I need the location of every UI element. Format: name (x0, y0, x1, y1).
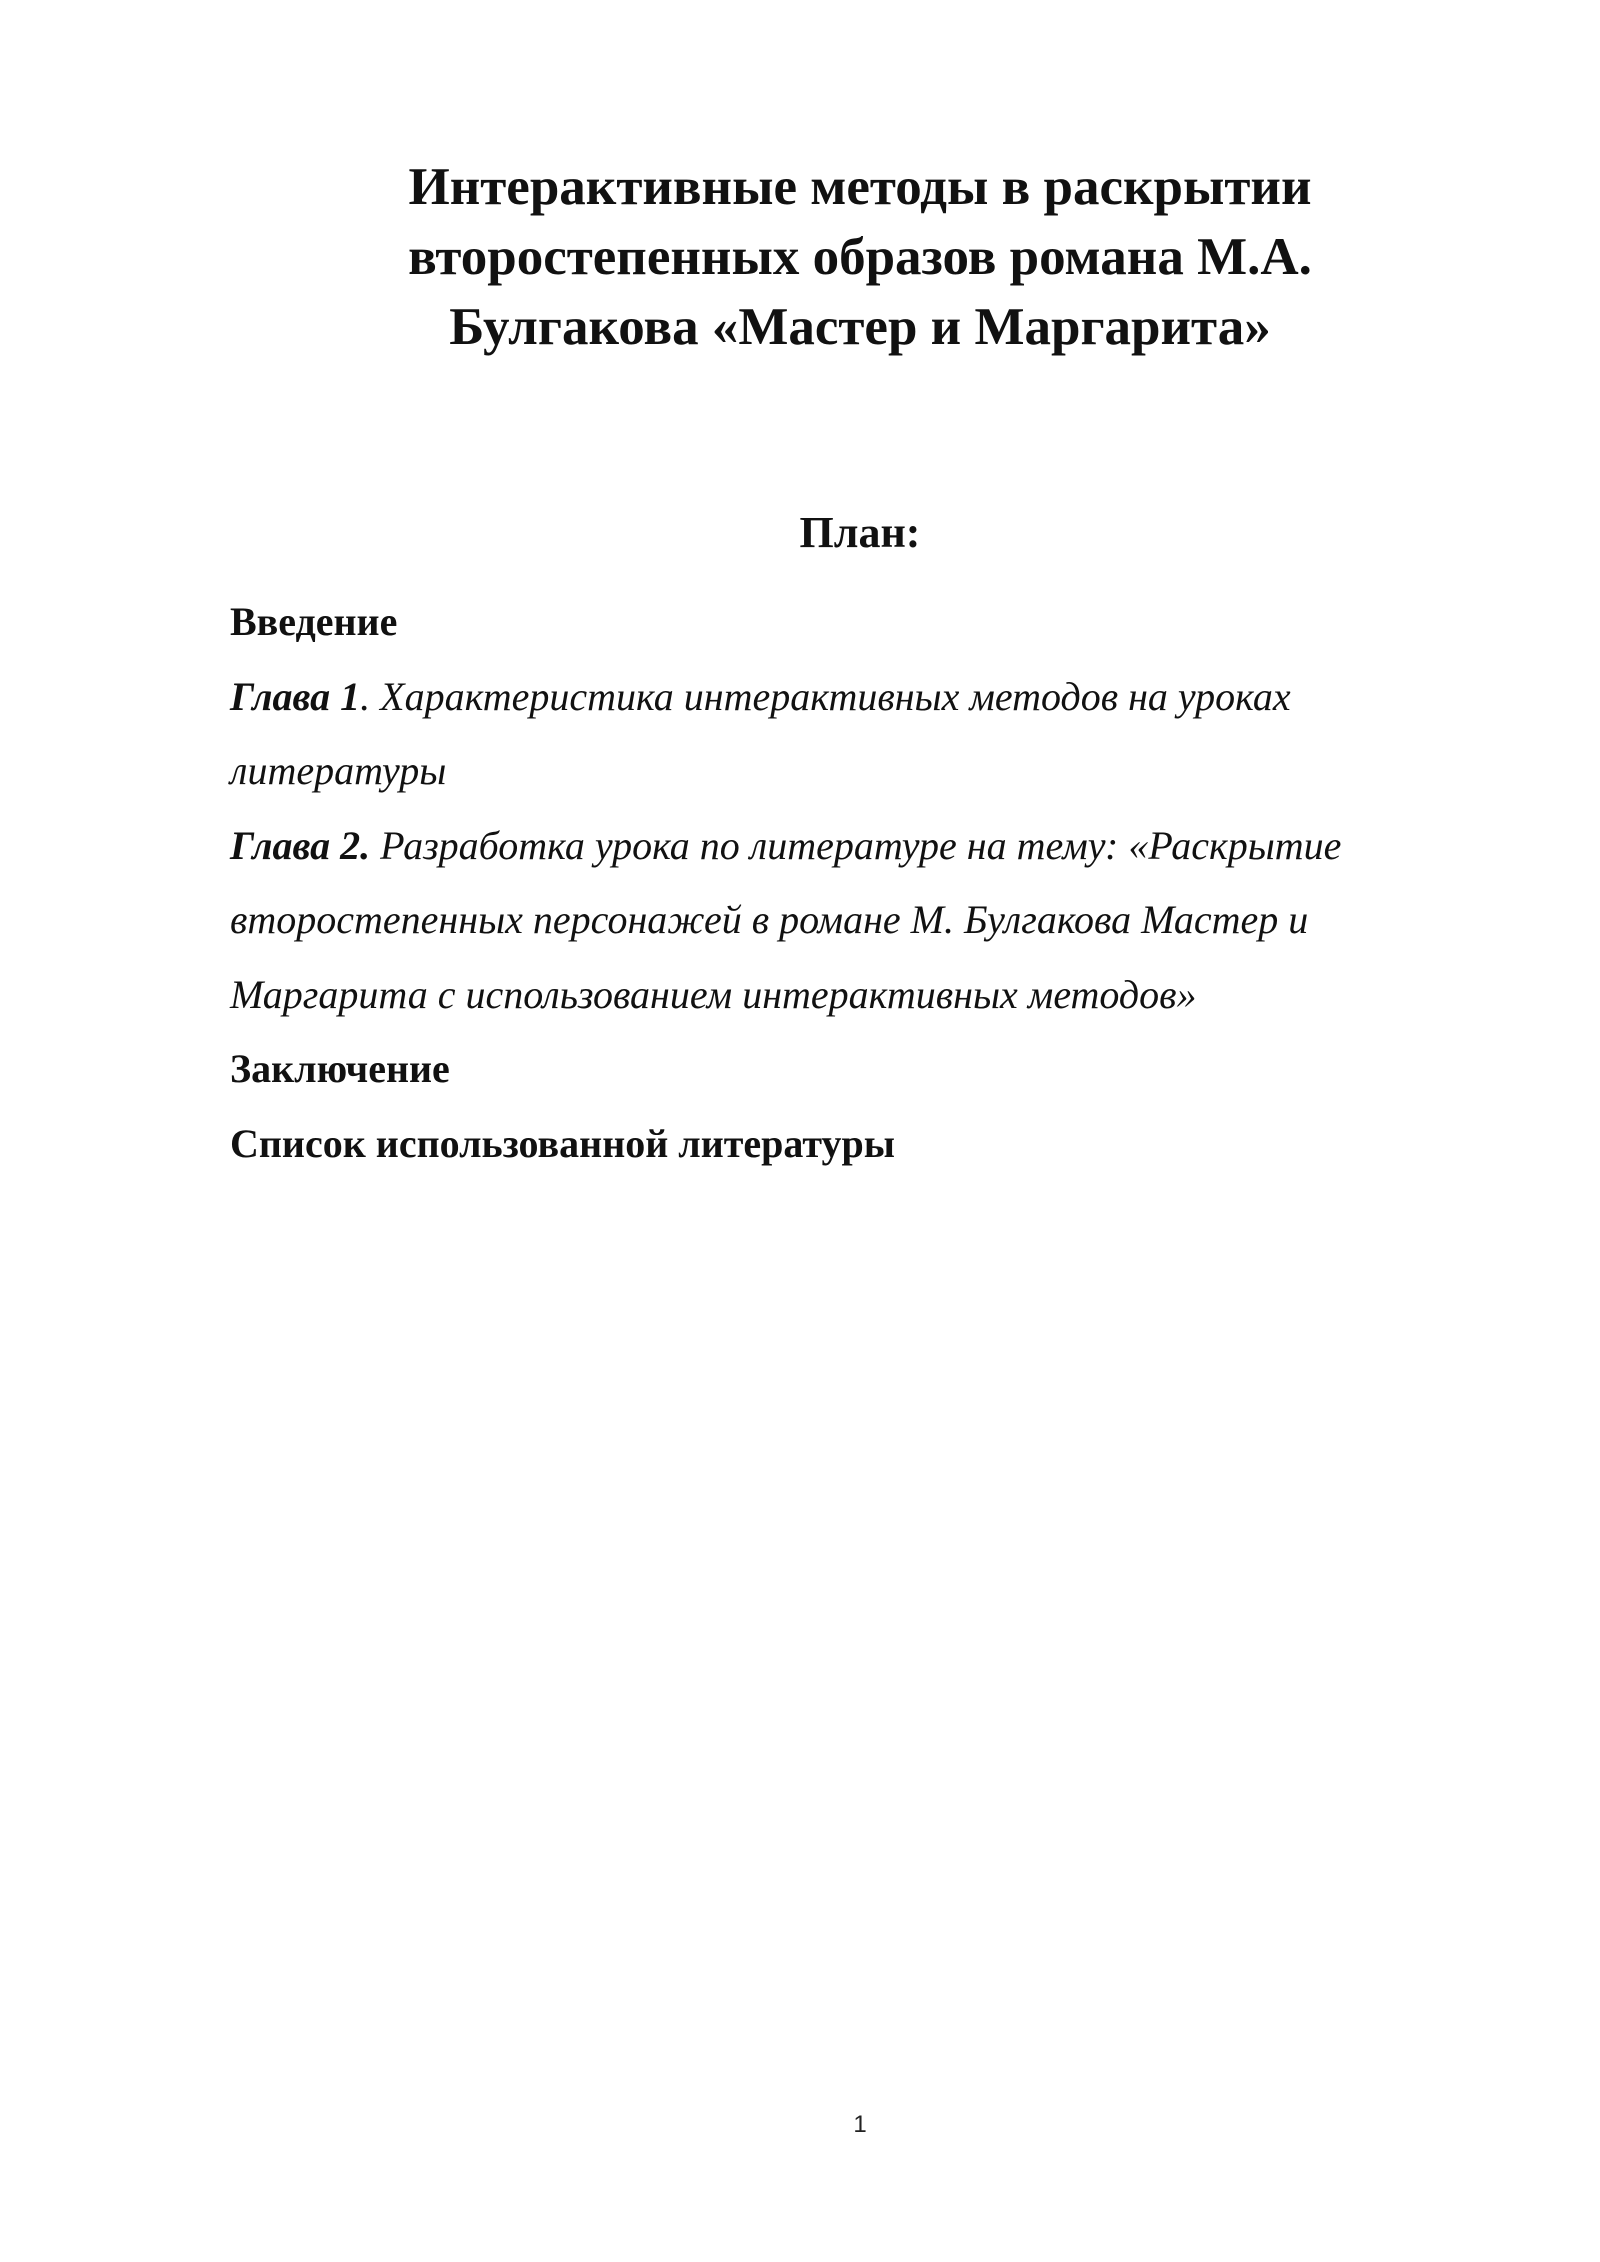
plan-heading: План: (799, 508, 921, 557)
page-number: 1 (853, 2111, 867, 2138)
toc-item-conclusion: Заключение (230, 1046, 450, 1091)
title-line-2: второстепенных образов романа М.А. (408, 228, 1312, 286)
toc-item-chapter-2 (230, 809, 1470, 884)
chapter-2-label: Глава 2. (230, 822, 371, 868)
chapter-1-title-part-2: литературы (230, 748, 447, 793)
chapter-2-title-part-3: Маргарита с использованием интерактивных методов» (230, 971, 1197, 1017)
toc-item-bibliography: Список использованной литературы (230, 1120, 895, 1166)
chapter-1-title-part-1: . Характеристика интерактивных методов на уроках (360, 673, 1291, 719)
title-line-3: Булгакова «Мастер и Маргарита» (449, 298, 1271, 356)
chapter-2-title-part-2: второстепенных персонажей в романе М. Булгакова Мастер и (230, 897, 1309, 942)
toc-item-chapter-1 (230, 660, 1470, 735)
document-title (330, 152, 1390, 362)
chapter-1-label: Глава 1 (230, 673, 361, 719)
table-of-contents (230, 585, 1470, 1181)
toc-item-introduction: Введение (230, 599, 398, 644)
title-line-1: Интерактивные методы в раскрытии (408, 158, 1312, 216)
chapter-2-title-part-1: Разработка урока по литературе на тему: «Раскрытие (370, 822, 1342, 868)
